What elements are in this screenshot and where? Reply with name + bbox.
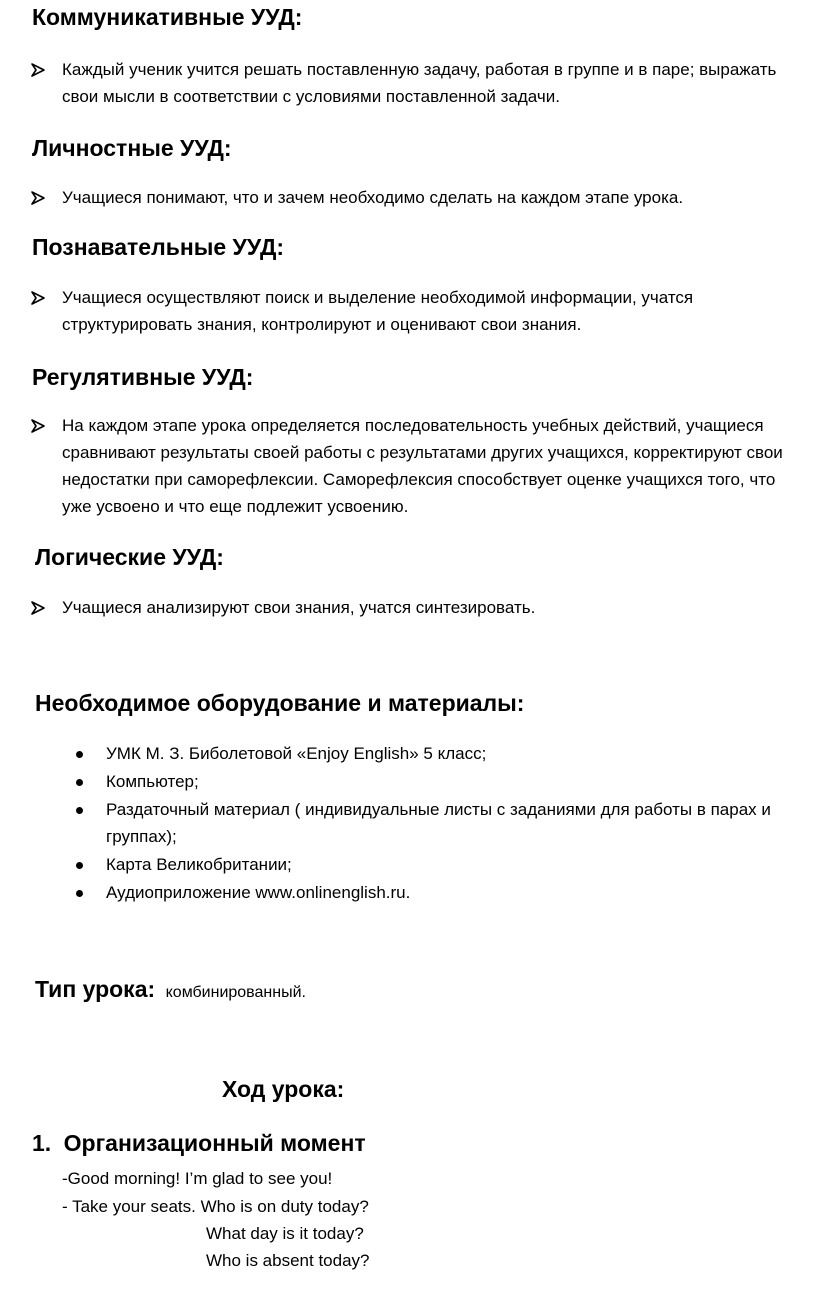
round-bullet-icon bbox=[76, 779, 83, 786]
dialogue-line: - Take your seats. Who is on duty today? bbox=[62, 1197, 369, 1216]
step-heading bbox=[32, 1130, 366, 1157]
equipment-heading: Необходимое оборудование и материалы: bbox=[35, 690, 525, 716]
cognitive-item bbox=[30, 284, 800, 340]
dialogue-line: What day is it today? bbox=[206, 1224, 364, 1243]
equipment-item bbox=[72, 879, 802, 907]
personal-heading: Личностные УУД: bbox=[32, 135, 232, 161]
lesson-type-label: Тип урока: bbox=[35, 976, 156, 1002]
round-bullet-icon bbox=[76, 751, 83, 758]
regulative-item bbox=[30, 412, 800, 522]
equipment-item-text: Аудиоприложение www.onlinenglish.ru. bbox=[106, 883, 411, 902]
lesson-type-line bbox=[35, 975, 306, 1003]
logical-item bbox=[30, 594, 800, 624]
lesson-type-value: комбинированный. bbox=[165, 984, 306, 1001]
round-bullet-icon bbox=[76, 807, 83, 814]
personal-item bbox=[30, 184, 800, 214]
arrow-bullet-icon bbox=[30, 62, 46, 78]
equipment-item-text: Карта Великобритании; bbox=[106, 855, 292, 874]
lesson-flow-heading: Ход урока: bbox=[222, 1076, 345, 1102]
cognitive-heading: Познавательные УУД: bbox=[32, 234, 285, 260]
equipment-item bbox=[72, 740, 802, 768]
arrow-bullet-icon bbox=[30, 600, 46, 616]
logical-heading: Логические УУД: bbox=[35, 544, 224, 570]
dialogue-line: -Good morning! I’m glad to see you! bbox=[62, 1169, 333, 1188]
regulative-text: На каждом этапе урока определяется последовательность учебных действий, учащиеся сравнивают результаты своей работы с результатами других учащихся, корректируют свои недостатки при саморефлексии. Саморефлексия способствует оценке учащихся того, что уже усвоено и что еще подлежит усвоению. bbox=[62, 416, 783, 516]
round-bullet-icon bbox=[76, 862, 83, 869]
equipment-item bbox=[72, 768, 802, 796]
personal-text: Учащиеся понимают, что и зачем необходимо сделать на каждом этапе урока. bbox=[62, 188, 684, 207]
equipment-item bbox=[72, 851, 802, 879]
step-title: Организационный момент bbox=[63, 1130, 366, 1156]
arrow-bullet-icon bbox=[30, 190, 46, 206]
round-bullet-icon bbox=[76, 890, 83, 897]
arrow-bullet-icon bbox=[30, 290, 46, 306]
communicative-text: Каждый ученик учится решать поставленную задачу, работая в группе и в паре; выражать свои мысли в соответствии с условиями поставленной задачи. bbox=[62, 60, 777, 106]
logical-text: Учащиеся анализируют свои знания, учатся синтезировать. bbox=[62, 598, 536, 617]
communicative-item bbox=[30, 56, 800, 112]
regulative-heading: Регулятивные УУД: bbox=[32, 364, 254, 390]
cognitive-text: Учащиеся осуществляют поиск и выделение необходимой информации, учатся структурировать знания, контролируют и оценивают свои знания. bbox=[62, 288, 694, 334]
communicative-heading: Коммуникативные УУД: bbox=[32, 4, 303, 30]
equipment-item-text: Раздаточный материал ( индивидуальные листы с заданиями для работы в парах и группах); bbox=[106, 800, 771, 846]
equipment-item-text: Компьютер; bbox=[106, 772, 199, 791]
equipment-item bbox=[72, 796, 802, 852]
dialogue-line: Who is absent today? bbox=[206, 1251, 370, 1270]
equipment-item-text: УМК М. З. Биболетовой «Enjoy English» 5 класс; bbox=[106, 744, 487, 763]
step-number: 1. bbox=[32, 1130, 52, 1156]
arrow-bullet-icon bbox=[30, 418, 46, 434]
